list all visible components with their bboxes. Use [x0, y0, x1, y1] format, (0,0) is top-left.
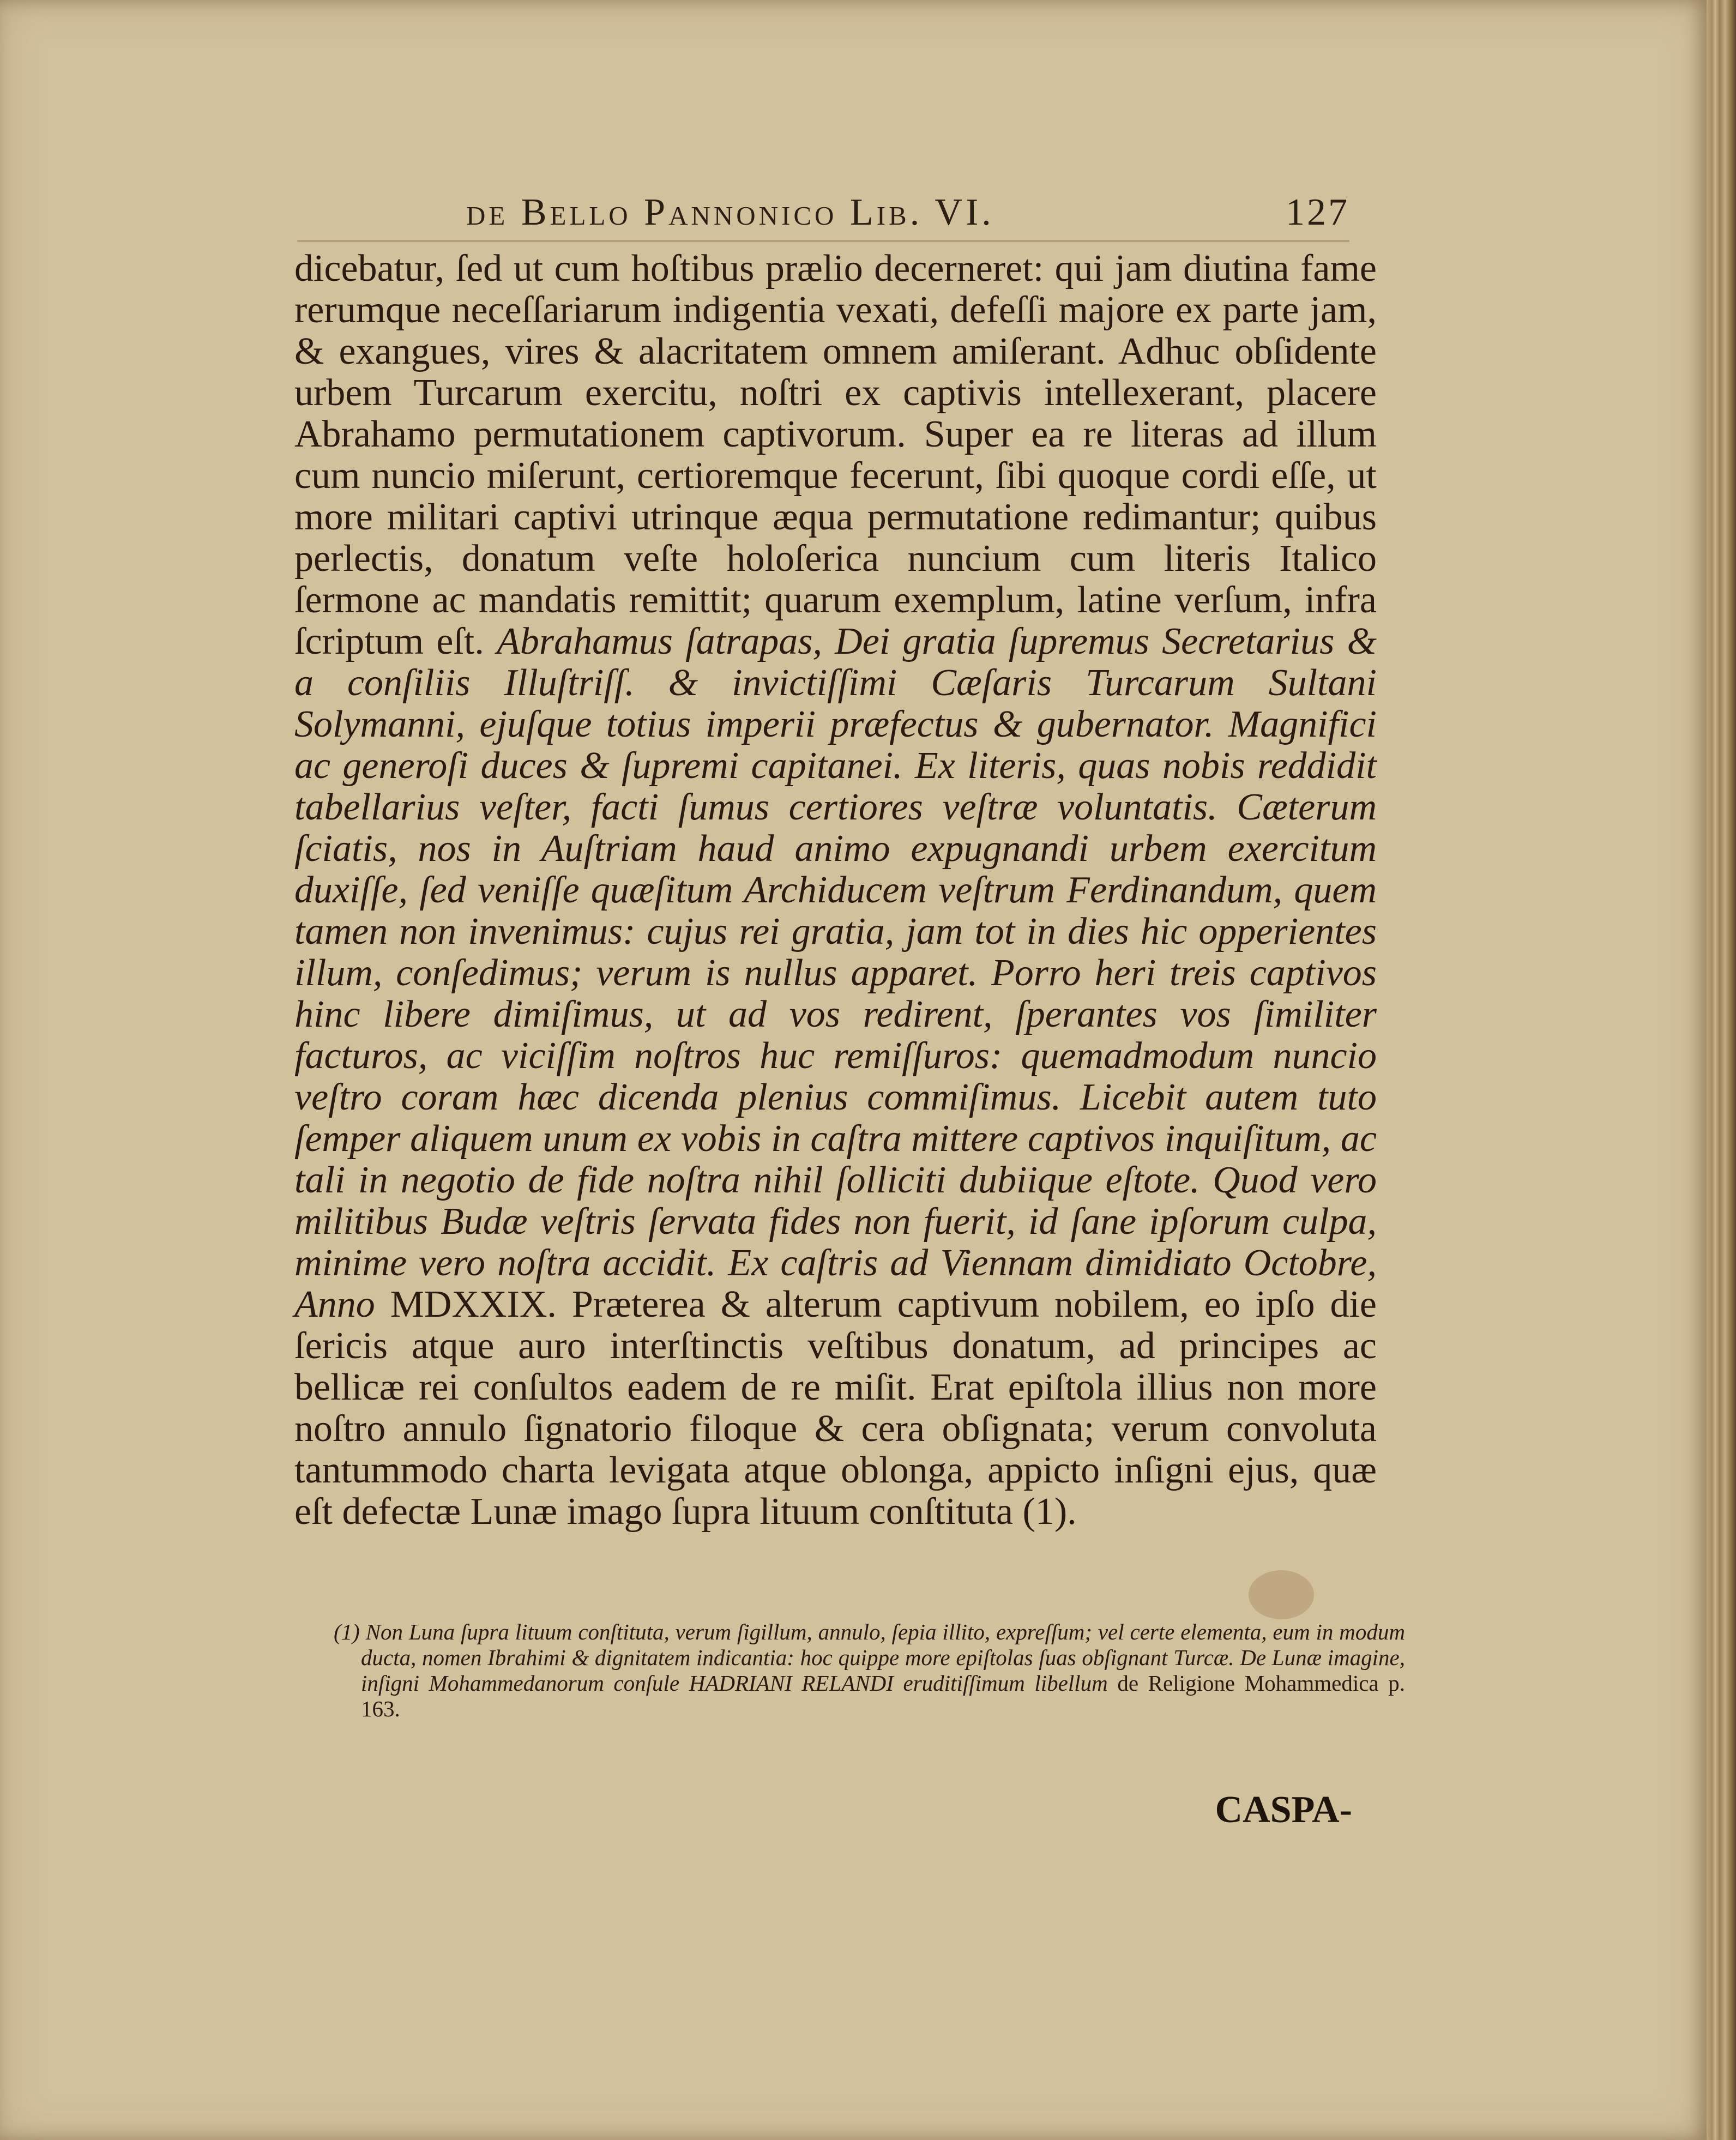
footnote-text: (1) Non Luna ſupra lituum conſtituta, verum ſigillum, annulo, ſepia illito, expreſſum; vel certe elementa, eum in modum ducta, nomen Ibrahimi & dignitatem indicantia: hoc quippe more epiſtolas ſuas obſignant Turcæ. De Lunæ imagine, inſigni Mohammedanorum conſule HADRIANI RELANDI eruditiſſimum libellum: [334, 1619, 1405, 1696]
letter-year: MDXXIX.: [390, 1283, 557, 1325]
ink-smudge: [1249, 1570, 1314, 1619]
running-head: [297, 185, 1349, 242]
letter-text: Abrahamus ſatrapas, Dei gratia ſupremus Secretarius & a conſiliis Illuſtriſſ. & invictiſſimi Cæſaris Turcarum Sultani Solymanni, ejuſque totius imperii præfectus & gubernator. Magnifici ac generoſi duces & ſupremi capitanei. Ex literis, quas nobis reddidit tabellarius veſter, facti ſumus certiores veſtræ voluntatis. Cæterum ſciatis, nos in Auſtriam haud animo expugnandi urbem exercitum duxiſſe, ſed veniſſe quæſitum Archiducem veſtrum Ferdinandum, quem tamen non invenimus: cujus rei gratia, jam tot in dies hic opperientes illum, conſedimus; verum is nullus apparet. Porro heri treis captivos hinc libere dimiſimus, ut ad vos redirent, ſperantes vos ſimiliter facturos, ac viciſſim noſtros huc remiſſuros: quemadmodum nuncio veſtro coram hæc dicenda plenius commiſimus. Licebit autem tuto ſemper aliquem unum ex vobis in caſtra mittere captivos inquiſitum, ac tali in negotio de fide noſtra nihil ſolliciti dubiique eſtote. Quod vero militibus Budæ veſtris ſervata fides non fuerit, id ſane ipſorum culpa, minime vero noſtra accidit. Ex caſtris ad Viennam dimidiato Octobre, Anno: [294, 620, 1377, 1325]
footnote: [334, 1619, 1405, 1722]
main-text: [294, 248, 1377, 1533]
main-paragraph: [294, 248, 1377, 1533]
narrative-text-continued: Præterea & alterum captivum nobilem, eo ipſo die ſericis atque auro interſtinctis veſtibus donatum, ad principes ac bellicæ rei conſultos eadem de re miſit. Erat epiſtola illius non more noſtro annulo ſignatorio filoque & cera obſignata; verum convoluta tantummodo charta levigata atque oblonga, appicto inſigni ejus, quæ eſt defectæ Lunæ imago ſupra lituum conſtituta (1).: [294, 1283, 1377, 1533]
footnote-reference: de Religione Mohammedica p. 163.: [361, 1671, 1405, 1721]
page-number: 127: [1286, 191, 1349, 233]
narrative-text: dicebatur, ſed ut cum hoſtibus prælio decerneret: qui jam diutina fame rerumque neceſſariarum indigentia vexati, defeſſi majore ex parte jam, & exangues, vires & alacritatem omnem amiſerant. Adhuc obſidente urbem Turcarum exercitu, noſtri ex captivis intellexerant, placere Abrahamo permutationem captivorum. Super ea re literas ad illum cum nuncio miſerunt, certioremque fecerunt, ſibi quoque cordi eſſe, ut more militari captivi utrinque æqua permutatione redimantur; quibus perlectis, donatum veſte holoſerica nuncium cum literis Italico ſermone ac mandatis remittit; quarum exemplum, latine verſum, infra ſcriptum eſt.: [294, 248, 1377, 662]
running-head-title: de Bello Pannonico Lib. VI.: [466, 191, 994, 233]
page-edge: [1707, 0, 1736, 2140]
catchword: CASPA-: [1215, 1789, 1352, 1831]
